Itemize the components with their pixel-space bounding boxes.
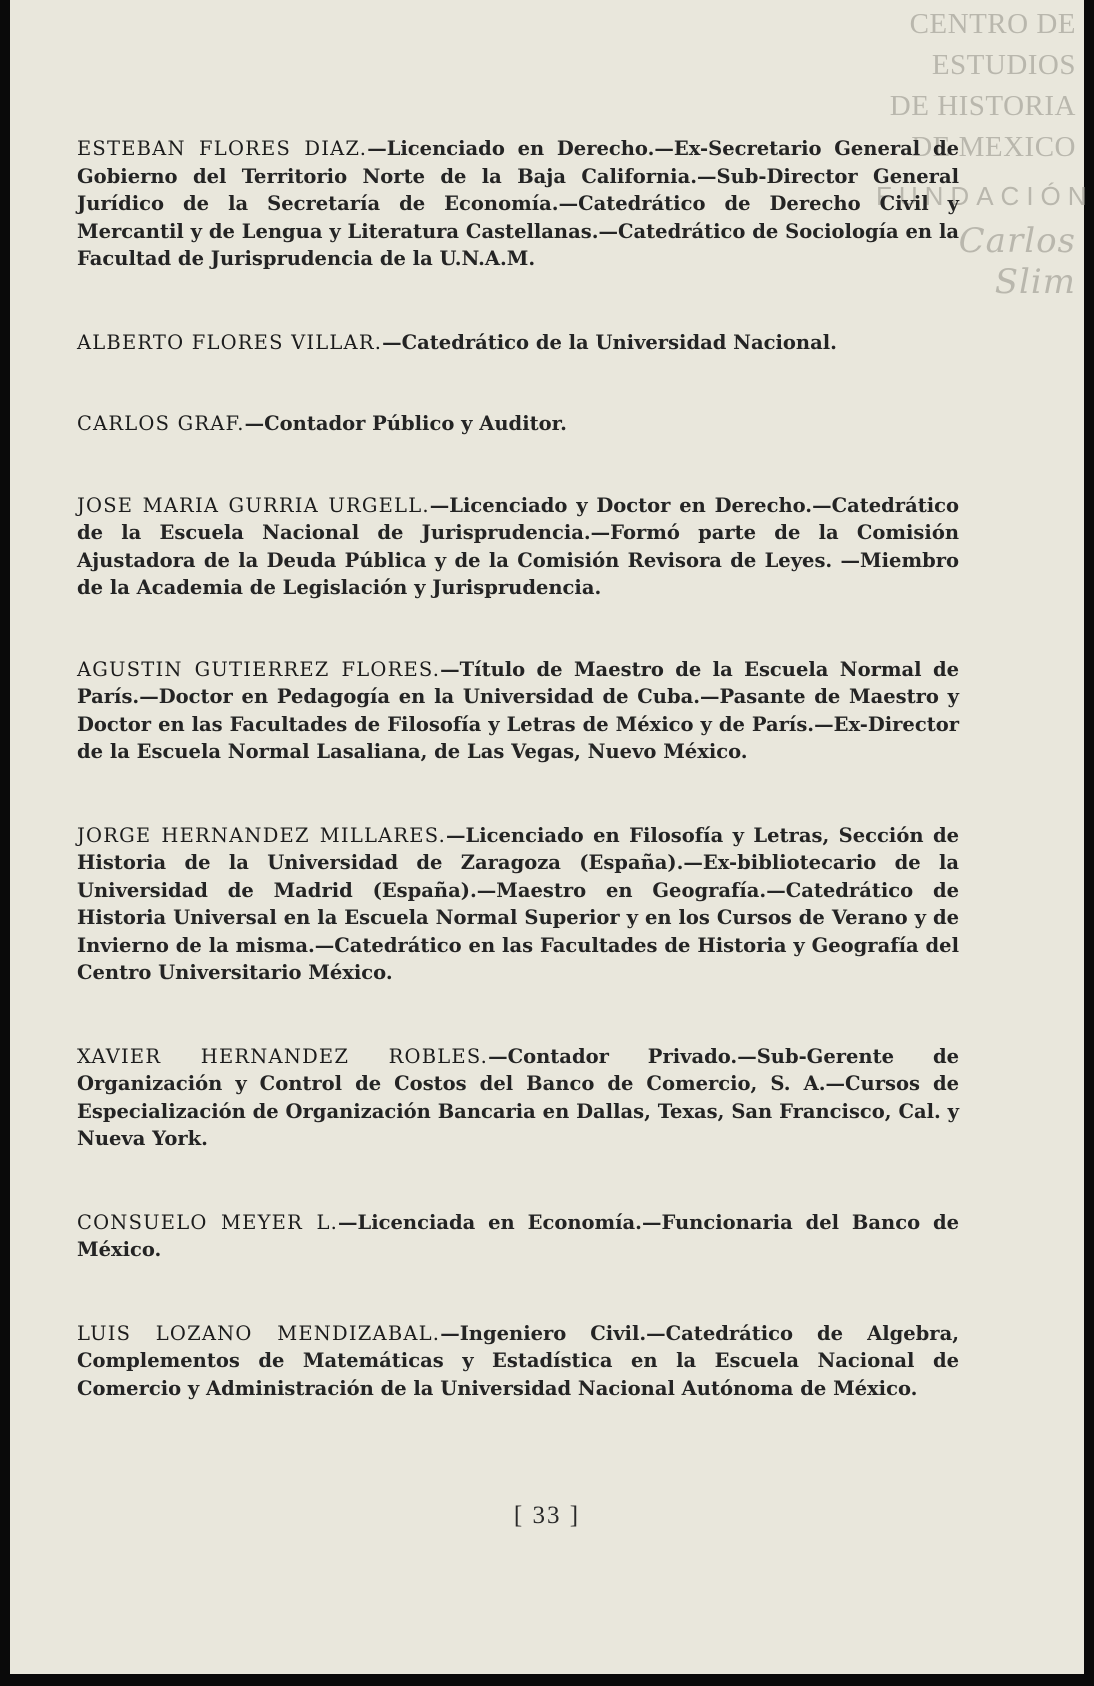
person-description: —Título de Maestro de la Escuela Normal de París.—Doctor en Pedagogía en la Universidad de Cuba.—Pasante de Maestro y Doctor en las Facultades de Filosofía y Letras de México y de París.—Ex-Director de la Escuela Normal Lasaliana, de Las Vegas, Nuevo México. bbox=[77, 657, 959, 763]
person-name: AGUSTIN GUTIERREZ FLORES. bbox=[77, 657, 441, 681]
person-name: JOSE MARIA GURRIA URGELL. bbox=[77, 493, 430, 517]
person-name: CONSUELO MEYER L. bbox=[77, 1210, 339, 1234]
watermark-line: DE HISTORIA bbox=[889, 90, 1076, 122]
biography-entry bbox=[77, 1043, 959, 1153]
person-description: —Ingeniero Civil.—Catedrático de Algebra, Complementos de Matemáticas y Estadística en la Escuela Nacional de Comercio y Administración de la Universidad Nacional Autónoma de México. bbox=[77, 1321, 959, 1400]
person-description: —Licenciado y Doctor en Derecho.—Catedrático de la Escuela Nacional de Jurisprudencia.—Formó parte de la Comisión Ajustadora de la Deuda Pública y de la Comisión Revisora de Leyes. —Miembro de la Academia de Legislación y Jurisprudencia. bbox=[77, 493, 959, 599]
biography-entry bbox=[77, 822, 959, 987]
biography-entry bbox=[77, 1320, 959, 1403]
person-name: ESTEBAN FLORES DIAZ. bbox=[77, 137, 368, 160]
person-name: CARLOS GRAF. bbox=[77, 412, 245, 435]
watermark-line: CENTRO DE bbox=[909, 8, 1076, 40]
person-description: —Licenciada en Economía.—Funcionaria del Banco de México. bbox=[77, 1210, 959, 1261]
person-description: —Contador Privado.—Sub-Gerente de Organización y Control de Costos del Banco de Comercio, S. A.—Cursos de Especialización de Organización Bancaria en Dallas, Texas, San Francisco, Cal. y Nueva York. bbox=[77, 1044, 959, 1150]
biography-entry bbox=[77, 1209, 959, 1264]
person-name: JORGE HERNANDEZ MILLARES. bbox=[77, 823, 446, 847]
person-description: —Licenciado en Filosofía y Letras, Sección de Historia de la Universidad de Zaragoza (España).—Ex-bibliotecario de la Universidad de Madrid (España).—Maestro en Geografía.—Catedrático de Historia Universal en la Escuela Normal Superior y en los Cursos de Verano y de Invierno de la misma.—Catedrático en las Facultades de Historia y Geografía del Centro Universitario México. bbox=[77, 823, 960, 984]
person-name: XAVIER HERNANDEZ ROBLES. bbox=[77, 1044, 489, 1068]
person-name: ALBERTO FLORES VILLAR. bbox=[77, 330, 383, 354]
biography-entry bbox=[77, 135, 959, 273]
biography-entry bbox=[77, 329, 959, 357]
watermark-foundation: FUNDACIÓN bbox=[876, 181, 1094, 211]
biography-list bbox=[77, 135, 959, 1402]
person-description: —Catedrático de la Universidad Nacional. bbox=[382, 330, 837, 354]
biography-entry bbox=[77, 492, 959, 602]
person-name: LUIS LOZANO MENDIZABAL. bbox=[77, 1321, 441, 1345]
watermark-line: DE MEXICO bbox=[911, 131, 1076, 163]
person-description: —Contador Público y Auditor. bbox=[244, 412, 567, 435]
biography-entry bbox=[77, 410, 959, 438]
page-number: [ 33 ] bbox=[513, 1502, 581, 1529]
watermark-signature: Carlos Slim bbox=[958, 221, 1076, 302]
biography-entry bbox=[77, 656, 959, 766]
document-page bbox=[10, 0, 1094, 1674]
watermark-line: ESTUDIOS bbox=[931, 49, 1076, 81]
person-description: —Licenciado en Derecho.—Ex-Secretario General de Gobierno del Territorio Norte de la Baja California.—Sub-Director General Jurídico de la Secretaría de Economía.—Catedrático de Derecho Civil y Mercantil y de Lengua y Literatura Castellanas.—Catedrático de Sociología en la Facultad de Jurisprudencia de la U.N.A.M. bbox=[77, 137, 959, 270]
